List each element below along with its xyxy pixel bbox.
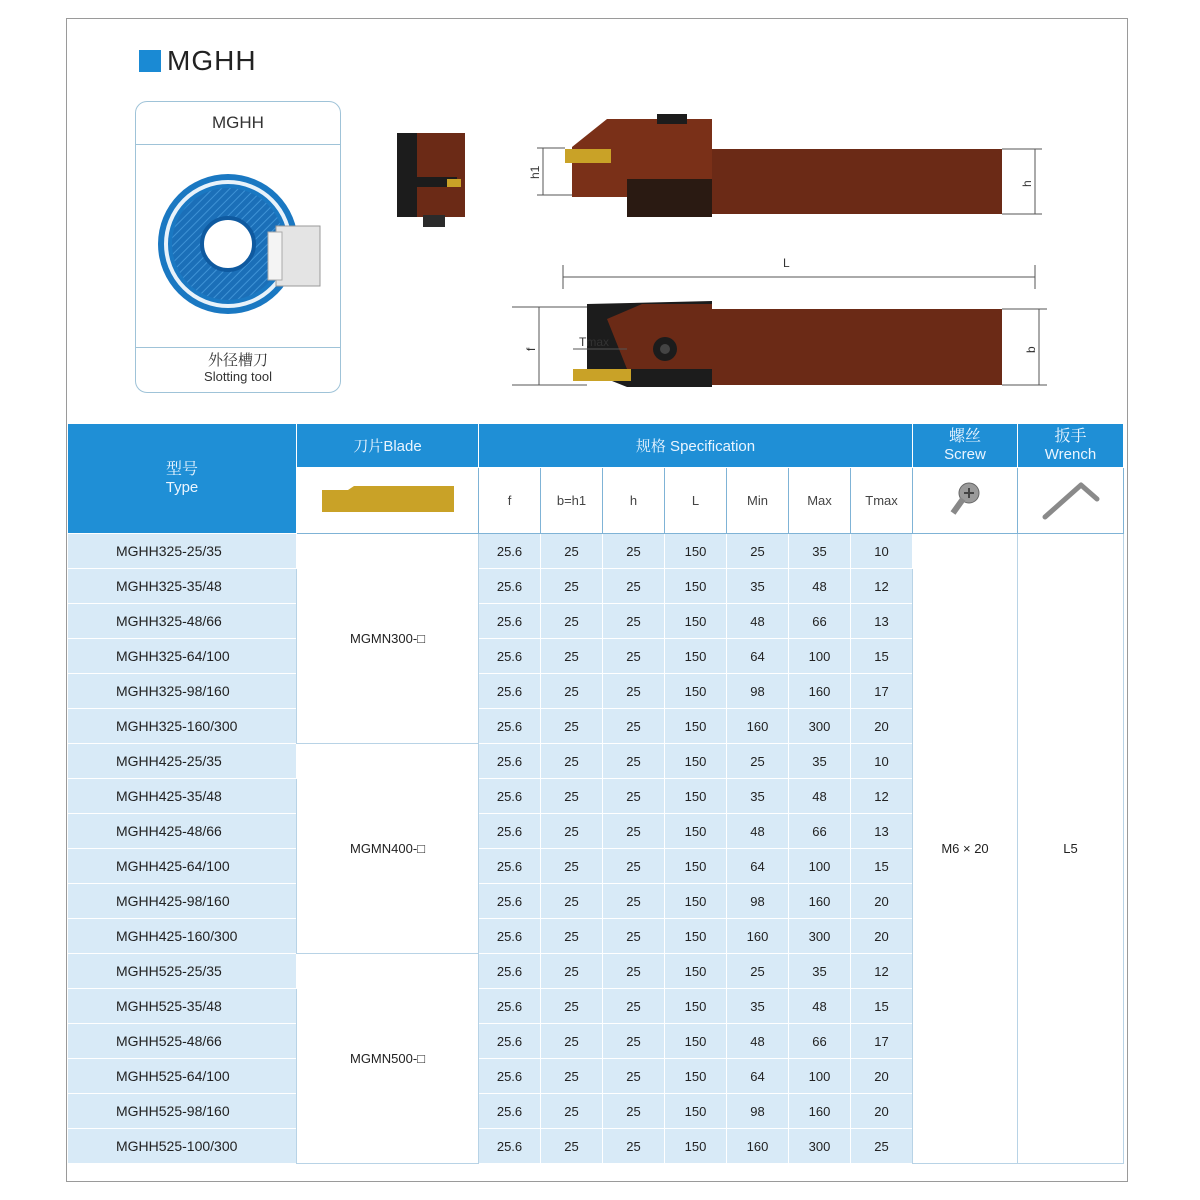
cell-bh1: 25 xyxy=(541,1129,603,1164)
cell-tmax: 12 xyxy=(851,569,913,604)
cell-tmax: 13 xyxy=(851,814,913,849)
table-row xyxy=(68,534,1124,569)
col-header: b=h1 xyxy=(541,468,603,534)
cell-bh1: 25 xyxy=(541,989,603,1024)
cell-L: 150 xyxy=(665,1129,727,1164)
cell-L: 150 xyxy=(665,849,727,884)
dim-label-L: L xyxy=(783,256,790,270)
cell-h: 25 xyxy=(603,989,665,1024)
cell-f: 25.6 xyxy=(479,779,541,814)
cell-L: 150 xyxy=(665,1094,727,1129)
cell-bh1: 25 xyxy=(541,1094,603,1129)
cell-tmax: 20 xyxy=(851,919,913,954)
page-title-text: MGHH xyxy=(167,45,257,76)
tool-side-view xyxy=(528,114,1042,217)
cell-type: MGHH525-64/100 xyxy=(68,1059,297,1094)
tool-top-view xyxy=(512,301,1047,387)
cell-h: 25 xyxy=(603,849,665,884)
cell-bh1: 25 xyxy=(541,639,603,674)
cell-type: MGHH425-35/48 xyxy=(68,779,297,814)
cell-tmax: 20 xyxy=(851,1059,913,1094)
cell-max: 35 xyxy=(789,534,851,569)
cell-L: 150 xyxy=(665,919,727,954)
wrench-icon xyxy=(1039,477,1103,521)
cell-max: 160 xyxy=(789,1094,851,1129)
cell-L: 150 xyxy=(665,639,727,674)
cell-bh1: 25 xyxy=(541,779,603,814)
screw-icon-cell xyxy=(913,468,1018,534)
cell-min: 25 xyxy=(727,744,789,779)
cell-f: 25.6 xyxy=(479,919,541,954)
cell-min: 48 xyxy=(727,814,789,849)
cell-h: 25 xyxy=(603,639,665,674)
card-caption-en: Slotting tool xyxy=(204,369,272,384)
col-header: Min xyxy=(727,468,789,534)
cell-tmax: 10 xyxy=(851,534,913,569)
cell-L: 150 xyxy=(665,569,727,604)
cell-tmax: 25 xyxy=(851,1129,913,1164)
col-header: f xyxy=(479,468,541,534)
cell-min: 98 xyxy=(727,884,789,919)
cell-tmax: 20 xyxy=(851,884,913,919)
cell-f: 25.6 xyxy=(479,674,541,709)
cell-bh1: 25 xyxy=(541,569,603,604)
cell-L: 150 xyxy=(665,744,727,779)
cell-tmax: 17 xyxy=(851,674,913,709)
cell-type: MGHH325-35/48 xyxy=(68,569,297,604)
cell-bh1: 25 xyxy=(541,1024,603,1059)
cell-bh1: 25 xyxy=(541,814,603,849)
cell-min: 25 xyxy=(727,954,789,989)
tool-drawings xyxy=(67,19,1127,419)
cell-min: 35 xyxy=(727,569,789,604)
cell-type: MGHH325-98/160 xyxy=(68,674,297,709)
cell-tmax: 17 xyxy=(851,1024,913,1059)
cell-f: 25.6 xyxy=(479,884,541,919)
cell-h: 25 xyxy=(603,534,665,569)
card-label: MGHH xyxy=(136,102,340,145)
dim-label-b: b xyxy=(1024,346,1038,353)
cell-bh1: 25 xyxy=(541,919,603,954)
cell-type: MGHH425-98/160 xyxy=(68,884,297,919)
blade-icon-cell xyxy=(297,468,479,534)
cell-min: 98 xyxy=(727,674,789,709)
cell-f: 25.6 xyxy=(479,604,541,639)
col-header: Tmax xyxy=(851,468,913,534)
wrench-icon-cell xyxy=(1018,468,1124,534)
cell-f: 25.6 xyxy=(479,1094,541,1129)
cell-max: 300 xyxy=(789,1129,851,1164)
cell-L: 150 xyxy=(665,604,727,639)
header-type: 型号 Type xyxy=(68,424,297,534)
cell-tmax: 20 xyxy=(851,709,913,744)
cell-f: 25.6 xyxy=(479,1129,541,1164)
cell-bh1: 25 xyxy=(541,534,603,569)
cell-tmax: 20 xyxy=(851,1094,913,1129)
cell-tmax: 15 xyxy=(851,849,913,884)
cell-type: MGHH425-25/35 xyxy=(68,744,297,779)
cell-min: 64 xyxy=(727,639,789,674)
cell-type: MGHH525-25/35 xyxy=(68,954,297,989)
cell-min: 35 xyxy=(727,989,789,1024)
dim-label-Tmax: Tmax xyxy=(579,335,609,349)
cell-bh1: 25 xyxy=(541,709,603,744)
cell-f: 25.6 xyxy=(479,1024,541,1059)
dim-label-f: f xyxy=(524,347,538,351)
cell-type: MGHH525-35/48 xyxy=(68,989,297,1024)
cell-max: 35 xyxy=(789,954,851,989)
cell-f: 25.6 xyxy=(479,989,541,1024)
cell-f: 25.6 xyxy=(479,569,541,604)
cell-f: 25.6 xyxy=(479,534,541,569)
cell-h: 25 xyxy=(603,1129,665,1164)
tool-end-view xyxy=(397,133,465,227)
cell-bh1: 25 xyxy=(541,1059,603,1094)
dim-length xyxy=(563,256,1035,289)
cell-tmax: 12 xyxy=(851,779,913,814)
cell-tmax: 15 xyxy=(851,639,913,674)
cell-h: 25 xyxy=(603,1094,665,1129)
cell-type: MGHH425-160/300 xyxy=(68,919,297,954)
cell-f: 25.6 xyxy=(479,639,541,674)
cell-f: 25.6 xyxy=(479,709,541,744)
cell-min: 64 xyxy=(727,1059,789,1094)
cell-f: 25.6 xyxy=(479,954,541,989)
cell-min: 160 xyxy=(727,919,789,954)
cell-screw: M6 × 20 xyxy=(913,534,1018,1164)
cell-L: 150 xyxy=(665,884,727,919)
cell-max: 35 xyxy=(789,744,851,779)
cell-h: 25 xyxy=(603,674,665,709)
cell-type: MGHH525-98/160 xyxy=(68,1094,297,1129)
cell-max: 66 xyxy=(789,604,851,639)
cell-type: MGHH325-64/100 xyxy=(68,639,297,674)
cell-min: 160 xyxy=(727,1129,789,1164)
cell-L: 150 xyxy=(665,534,727,569)
screw-icon xyxy=(945,479,985,519)
cell-bh1: 25 xyxy=(541,604,603,639)
cell-type: MGHH325-160/300 xyxy=(68,709,297,744)
cell-L: 150 xyxy=(665,814,727,849)
cell-bh1: 25 xyxy=(541,849,603,884)
dim-label-h1: h1 xyxy=(528,165,542,179)
cell-blade: MGMN300-□ xyxy=(297,534,479,744)
cell-min: 160 xyxy=(727,709,789,744)
cell-tmax: 15 xyxy=(851,989,913,1024)
cell-min: 64 xyxy=(727,849,789,884)
cell-max: 160 xyxy=(789,884,851,919)
cell-tmax: 10 xyxy=(851,744,913,779)
cell-h: 25 xyxy=(603,604,665,639)
cell-f: 25.6 xyxy=(479,814,541,849)
cell-h: 25 xyxy=(603,919,665,954)
cell-min: 98 xyxy=(727,1094,789,1129)
cell-max: 300 xyxy=(789,919,851,954)
dim-label-h: h xyxy=(1020,180,1034,187)
cell-L: 150 xyxy=(665,709,727,744)
cell-blade: MGMN500-□ xyxy=(297,954,479,1164)
cell-blade: MGMN400-□ xyxy=(297,744,479,954)
cell-min: 35 xyxy=(727,779,789,814)
cell-h: 25 xyxy=(603,1024,665,1059)
cell-max: 48 xyxy=(789,779,851,814)
cell-L: 150 xyxy=(665,989,727,1024)
cell-type: MGHH325-48/66 xyxy=(68,604,297,639)
header-screw: 螺丝 Screw xyxy=(913,424,1018,468)
cell-h: 25 xyxy=(603,709,665,744)
cell-max: 66 xyxy=(789,1024,851,1059)
cell-wrench: L5 xyxy=(1018,534,1124,1164)
cell-type: MGHH425-48/66 xyxy=(68,814,297,849)
cell-h: 25 xyxy=(603,569,665,604)
cell-type: MGHH525-48/66 xyxy=(68,1024,297,1059)
spec-body xyxy=(68,534,1124,1164)
cell-max: 100 xyxy=(789,849,851,884)
card-caption-cn: 外径槽刀 xyxy=(207,352,268,369)
cell-bh1: 25 xyxy=(541,954,603,989)
cell-type: MGHH325-25/35 xyxy=(68,534,297,569)
cell-h: 25 xyxy=(603,744,665,779)
cell-L: 150 xyxy=(665,674,727,709)
col-header: h xyxy=(603,468,665,534)
cell-h: 25 xyxy=(603,779,665,814)
cell-max: 100 xyxy=(789,639,851,674)
cell-min: 48 xyxy=(727,1024,789,1059)
cell-L: 150 xyxy=(665,779,727,814)
header-specification: 规格 Specification xyxy=(479,424,913,468)
cell-f: 25.6 xyxy=(479,1059,541,1094)
cell-type: MGHH425-64/100 xyxy=(68,849,297,884)
blade-insert-icon xyxy=(318,484,458,514)
header-wrench: 扳手 Wrench xyxy=(1018,424,1124,468)
cell-h: 25 xyxy=(603,814,665,849)
cell-max: 300 xyxy=(789,709,851,744)
cell-max: 100 xyxy=(789,1059,851,1094)
cell-min: 48 xyxy=(727,604,789,639)
cell-h: 25 xyxy=(603,1059,665,1094)
cell-f: 25.6 xyxy=(479,849,541,884)
cell-bh1: 25 xyxy=(541,674,603,709)
cell-h: 25 xyxy=(603,884,665,919)
cell-bh1: 25 xyxy=(541,884,603,919)
cell-max: 66 xyxy=(789,814,851,849)
cell-tmax: 13 xyxy=(851,604,913,639)
cell-max: 160 xyxy=(789,674,851,709)
cell-f: 25.6 xyxy=(479,744,541,779)
cell-tmax: 12 xyxy=(851,954,913,989)
cell-max: 48 xyxy=(789,569,851,604)
spec-table xyxy=(67,423,1124,1164)
cell-type: MGHH525-100/300 xyxy=(68,1129,297,1164)
cell-L: 150 xyxy=(665,1059,727,1094)
cell-L: 150 xyxy=(665,1024,727,1059)
cell-min: 25 xyxy=(727,534,789,569)
col-header: L xyxy=(665,468,727,534)
header-blade: 刀片Blade xyxy=(297,424,479,468)
cell-bh1: 25 xyxy=(541,744,603,779)
cell-h: 25 xyxy=(603,954,665,989)
cell-L: 150 xyxy=(665,954,727,989)
cell-max: 48 xyxy=(789,989,851,1024)
col-header: Max xyxy=(789,468,851,534)
